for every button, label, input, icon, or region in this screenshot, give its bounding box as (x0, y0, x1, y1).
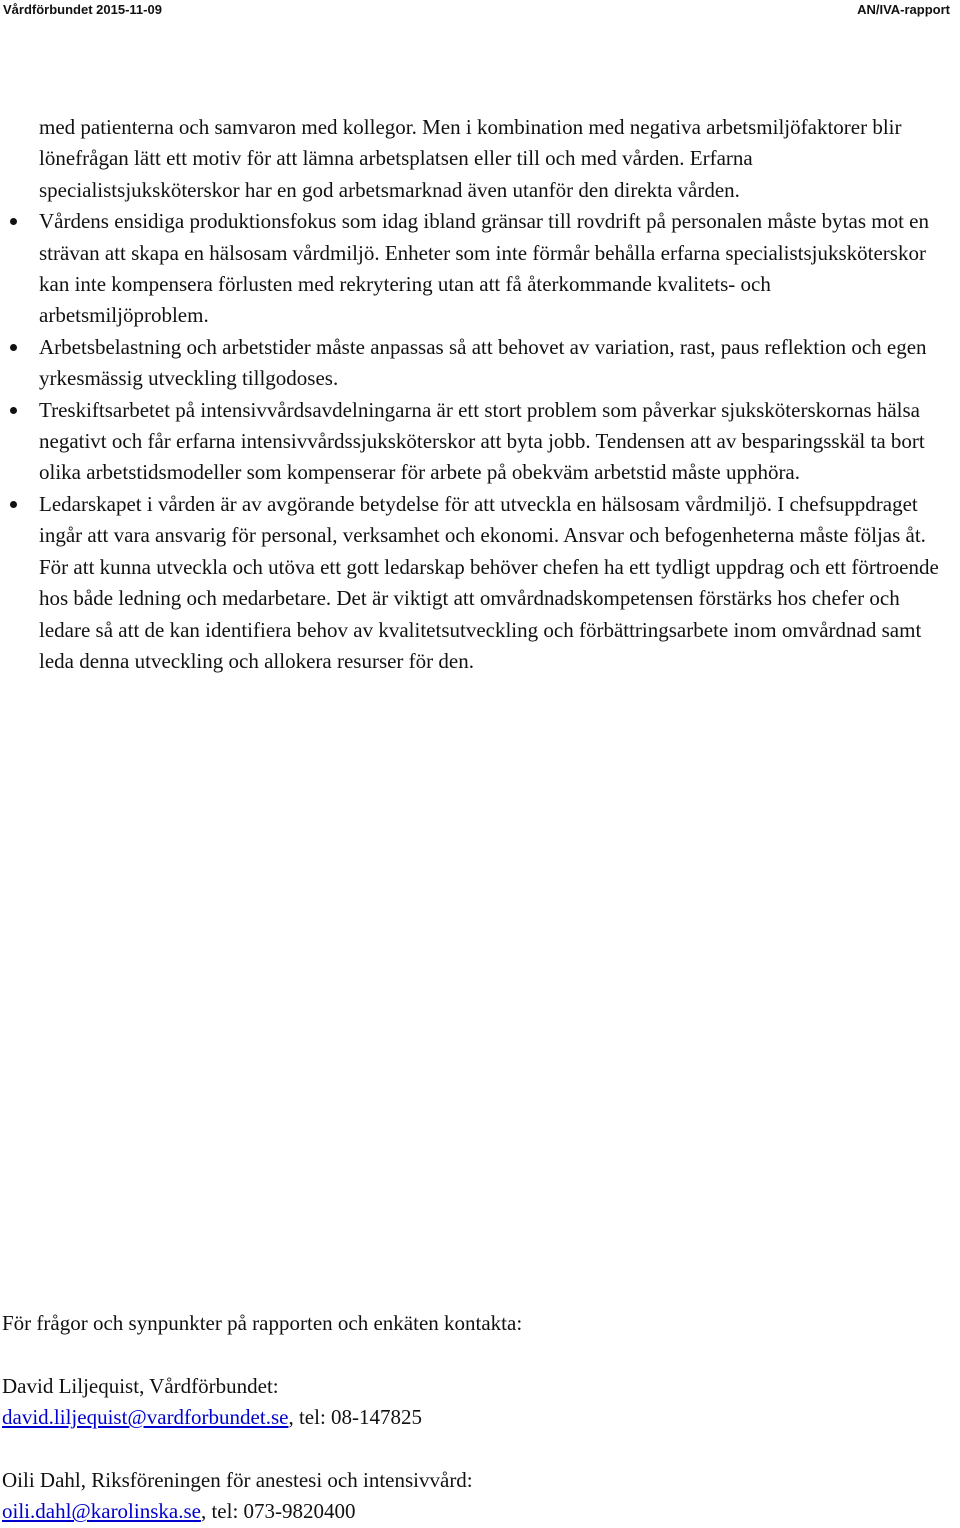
header-left-text: Vårdförbundet 2015-11-09 (3, 2, 162, 17)
bullet-text: Arbetsbelastning och arbetstider måste anpassas så att behovet av variation, rast, paus reflektion och egen yrkesmässig utveckling tillgodoses. (39, 334, 927, 391)
contact-intro: För frågor och synpunkter på rapporten och enkäten kontakta: (2, 1311, 523, 1335)
email-link-1[interactable]: david.liljequist@vardforbundet.se (2, 1405, 289, 1430)
header-right-text: AN/IVA-rapport (857, 2, 950, 17)
list-item (39, 489, 944, 677)
phone-text-1: , tel: 08-147825 (288, 1405, 423, 1430)
phone-text-2: , tel: 073-9820400 (200, 1499, 356, 1524)
list-item (39, 332, 944, 395)
contact-name-2: Oili Dahl, Riksföreningen för anestesi och intensivvård: (2, 1468, 473, 1492)
contact-name-1: David Liljequist, Vårdförbundet: (2, 1373, 279, 1398)
bullet-text: Ledarskapet i vården är av avgörande betydelse för att utveckla en hälsosam vårdmiljö. I chefsuppdraget ingår att vara ansvarig för personal, verksamhet och ekonomi. Ansvar och befogenheterna måste följas åt. För att kunna utveckla och utöva ett gott ledarskap behöver chefen ha ett tydligt uppdrag och ett förtroende hos både ledning och medarbetare. Det är viktigt att omvårdnadskompetensen förstärks hos chefer och ledare så att de kan identifiera behov av kvalitetsutveckling och förbättringsarbete inom omvårdnad samt leda denna utveckling och allokera resurser för den. (39, 491, 939, 673)
intro-paragraph: med patienterna och samvaron med kollegor. Men i kombination med negativa arbetsmiljöfaktorer blir lönefrågan lätt ett motiv för att lämna arbetsplatsen eller till och med vården. Erfarna specialistsjuksköterskor har en god arbetsmarknad även utanför den direkta vården. (39, 115, 902, 202)
list-item (39, 206, 944, 332)
list-item (39, 395, 944, 489)
bullet-text: Vårdens ensidiga produktionsfokus som idag ibland gränsar till rovdrift på personalen måste bytas mot en strävan att skapa en hälsosam vårdmiljö. Enheter som inte förmår behålla erfarna specialistsjuksköterskor kan inte kompensera förlusten med rekrytering utan att få återkommande kvalitets- och arbetsmiljöproblem. (39, 209, 929, 328)
contact-line-2 (2, 1496, 942, 1527)
contact-section (2, 1308, 942, 1528)
email-link-2[interactable]: oili.dahl@karolinska.se (2, 1499, 201, 1524)
page-header (3, 2, 950, 22)
bullet-icon (10, 218, 17, 225)
bullet-icon (10, 501, 17, 508)
document-body (39, 112, 944, 677)
bullet-icon (10, 344, 17, 351)
bullet-text: Treskiftsarbetet på intensivvårdsavdelningarna är ett stort problem som påverkar sjuksköterskornas hälsa negativt och får erfarna intensivvårdssjuksköterskor att byta jobb. Tendensen att av besparingsskäl ta bort olika arbetstidsmodeller som kompenserar för arbete på obekväm arbetstid måste upphöra. (39, 397, 925, 485)
contact-line-1 (2, 1402, 942, 1433)
bullet-icon (10, 407, 17, 414)
